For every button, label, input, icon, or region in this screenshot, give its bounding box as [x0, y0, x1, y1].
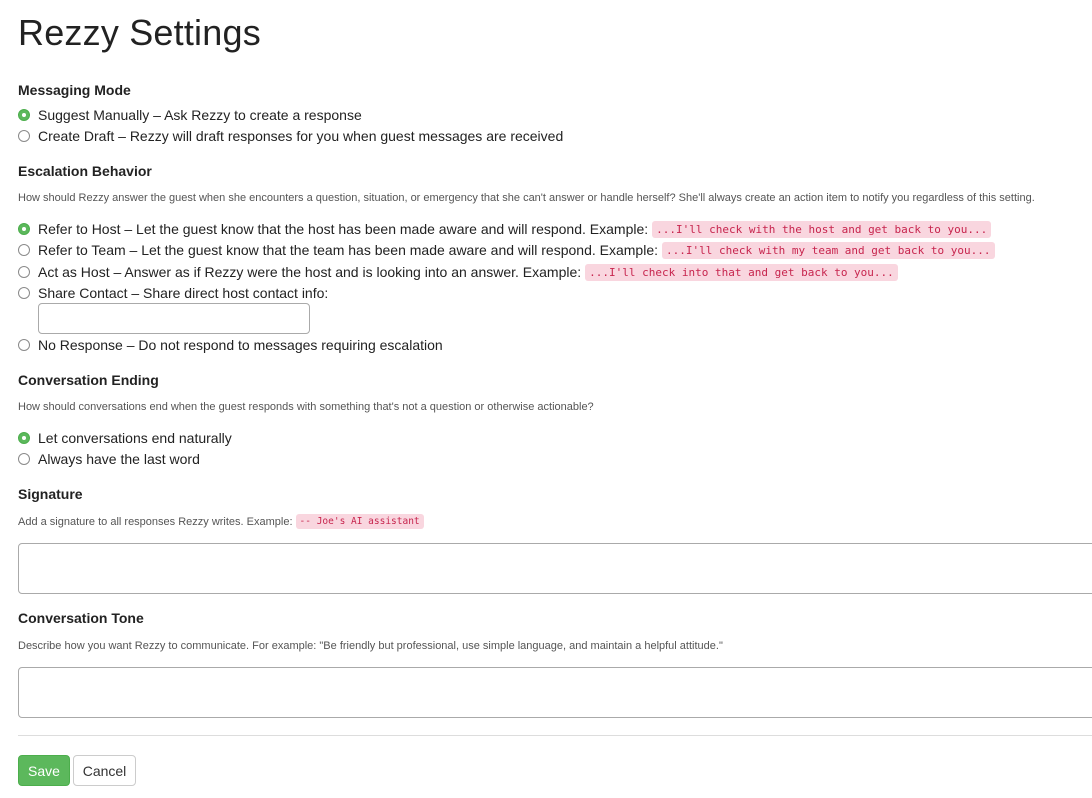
- conversation-ending-help-text: How should conversations end when the guest responds with something that's not a question or otherwise actionable?: [18, 401, 594, 413]
- option-label: Suggest Manually – Ask Rezzy to create a response: [38, 107, 362, 123]
- option-label: Create Draft – Rezzy will draft responses for you when guest messages are received: [38, 128, 564, 144]
- example-code: ...I'll check with my team and get back to you...: [662, 242, 995, 259]
- ending-last-word[interactable]: [18, 449, 200, 469]
- signature-help-row: [18, 514, 424, 529]
- host-contact-input[interactable]: [38, 303, 310, 334]
- option-label: Share Contact – Share direct host contact info:: [38, 285, 329, 301]
- escalation-no-response[interactable]: [18, 335, 443, 355]
- messaging-mode-create-draft[interactable]: [18, 126, 563, 146]
- cancel-button[interactable]: Cancel: [73, 755, 136, 786]
- radio-button-checked[interactable]: [18, 109, 30, 121]
- escalation-help-text: How should Rezzy answer the guest when she encounters a question, situation, or emergency that she can't answer or handle herself? She'll always create an action item to notify you regardless of this setting.: [18, 192, 1035, 204]
- signature-help-text: Add a signature to all responses Rezzy writes. Example:: [18, 515, 293, 528]
- escalation-refer-to-host[interactable]: [18, 219, 991, 239]
- option-label: Act as Host – Answer as if Rezzy were the host and is looking into an answer. Example:: [38, 264, 582, 280]
- radio-button[interactable]: [18, 287, 30, 299]
- option-label: Refer to Team – Let the guest know that the team has been made aware and will respond. Example:: [38, 242, 658, 258]
- radio-button[interactable]: [18, 266, 30, 278]
- escalation-act-as-host[interactable]: [18, 262, 898, 282]
- escalation-behavior-title: Escalation Behavior: [18, 163, 152, 179]
- conversation-ending-title: Conversation Ending: [18, 372, 159, 388]
- radio-button[interactable]: [18, 453, 30, 465]
- escalation-refer-to-team[interactable]: [18, 240, 995, 260]
- signature-textarea[interactable]: [18, 543, 1092, 594]
- radio-button[interactable]: [18, 130, 30, 142]
- tone-textarea[interactable]: [18, 667, 1092, 718]
- ending-naturally[interactable]: [18, 428, 232, 448]
- radio-button-checked[interactable]: [18, 223, 30, 235]
- example-code: ...I'll check with the host and get back to you...: [652, 221, 991, 238]
- page-title: Rezzy Settings: [18, 12, 261, 53]
- messaging-mode-title: Messaging Mode: [18, 82, 131, 98]
- option-label: No Response – Do not respond to messages requiring escalation: [38, 337, 443, 353]
- radio-button[interactable]: [18, 244, 30, 256]
- messaging-mode-suggest-manually[interactable]: [18, 105, 362, 125]
- escalation-share-contact[interactable]: [18, 283, 328, 303]
- save-button[interactable]: Save: [18, 755, 70, 786]
- radio-button-checked[interactable]: [18, 432, 30, 444]
- form-divider: [18, 735, 1092, 736]
- signature-example-code: -- Joe's AI assistant: [296, 514, 424, 529]
- example-code: ...I'll check into that and get back to you...: [585, 264, 898, 281]
- conversation-tone-help-text: Describe how you want Rezzy to communicate. For example: "Be friendly but professional, use simple language, and maintain a helpful attitude.": [18, 640, 723, 652]
- radio-button[interactable]: [18, 339, 30, 351]
- option-label: Always have the last word: [38, 451, 200, 467]
- signature-title: Signature: [18, 486, 83, 502]
- option-label: Let conversations end naturally: [38, 430, 232, 446]
- option-label: Refer to Host – Let the guest know that the host has been made aware and will respond. Example:: [38, 221, 649, 237]
- conversation-tone-title: Conversation Tone: [18, 610, 144, 626]
